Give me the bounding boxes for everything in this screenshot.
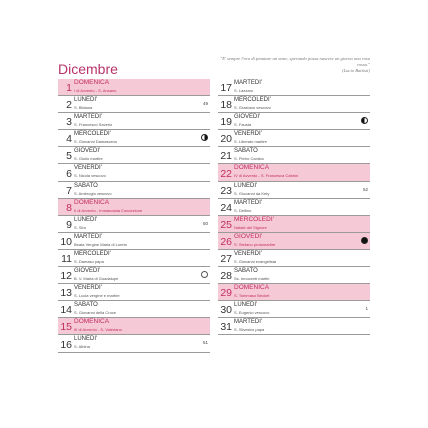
moon-phase-first-icon xyxy=(201,134,208,141)
saint-name: S. Giovanni da Kety xyxy=(234,190,270,196)
weekday-name: MERCOLEDI' xyxy=(234,97,271,104)
weekday-name: DOMENICA xyxy=(234,164,270,172)
saint-name: S. Tommaso Becket xyxy=(234,293,270,299)
weekday-name: LUNEDI' xyxy=(234,302,258,309)
weekday-name: GIOVEDI' xyxy=(74,148,101,155)
day-number: 4 xyxy=(66,133,72,146)
day-row xyxy=(218,233,370,250)
weekday-name: SABATO xyxy=(74,182,98,189)
saint-name: S. Lucia vergine e martire xyxy=(74,293,120,299)
weekday-name: GIOVEDI' xyxy=(234,232,263,240)
weekday-name: MARTEDI' xyxy=(74,114,103,121)
day-number: 19 xyxy=(220,116,232,129)
weekday-name: SABATO xyxy=(234,268,258,275)
quote-text: "E' sempre l'ora di piantare un seme, sperando possa nascere un giorno una rosa rossa." xyxy=(220,56,370,67)
saint-name: S. Bibiana xyxy=(74,105,93,111)
day-row xyxy=(218,267,370,284)
day-row xyxy=(218,284,370,301)
weekday-name: LUNEDI' xyxy=(234,182,258,189)
day-number: 30 xyxy=(220,304,232,317)
saint-name: S. Pietro Canisio xyxy=(234,156,264,162)
moon-phase-full-icon xyxy=(201,271,208,278)
weekday-name: MARTEDI' xyxy=(234,199,263,206)
day-row xyxy=(218,79,370,96)
day-number: 20 xyxy=(220,133,232,146)
day-number: 3 xyxy=(66,116,72,129)
day-row xyxy=(218,113,370,130)
week-number: 49 xyxy=(202,101,208,107)
month-title: Dicembre xyxy=(58,61,118,77)
day-row xyxy=(58,96,210,113)
week-number: 51 xyxy=(202,340,208,346)
day-row xyxy=(58,113,210,130)
weekday-name: LUNEDI' xyxy=(74,216,98,223)
saint-name: S. Stefano protomartire xyxy=(234,241,276,247)
saint-name: I di Avvento - S. Ansano xyxy=(74,88,117,93)
weekday-name: LUNEDI' xyxy=(74,97,98,104)
weekday-name: GIOVEDI' xyxy=(234,114,261,121)
weekday-name: DOMENICA xyxy=(234,284,270,292)
day-number: 10 xyxy=(60,235,72,248)
day-row xyxy=(58,318,210,335)
weekday-name: VENERDI' xyxy=(234,131,262,138)
day-row xyxy=(58,199,210,216)
saint-name: S. Giovanni della Croce xyxy=(74,310,117,316)
weekday-name: GIOVEDI' xyxy=(74,268,101,275)
day-row xyxy=(218,130,370,147)
day-row xyxy=(58,182,210,199)
weekday-name: VENERDI' xyxy=(74,165,102,172)
day-row xyxy=(58,164,210,181)
weekday-name: DOMENICA xyxy=(74,79,110,86)
day-row xyxy=(58,233,210,250)
day-number: 13 xyxy=(60,287,72,300)
saint-name: B. V. Maria di Guadalupe xyxy=(74,276,119,282)
day-number: 5 xyxy=(66,150,72,163)
day-row xyxy=(218,96,370,113)
day-number: 28 xyxy=(220,270,232,283)
day-row xyxy=(58,147,210,164)
saint-name: S. Giovanni Damasceno xyxy=(74,139,118,145)
week-number: 50 xyxy=(202,220,208,226)
day-row xyxy=(58,79,210,96)
day-number: 17 xyxy=(220,82,232,95)
day-row xyxy=(58,284,210,301)
day-row xyxy=(58,267,210,284)
weekday-name: DOMENICA xyxy=(74,318,110,326)
saint-name: III di Avvento - S. Valeriano xyxy=(74,327,122,333)
week-number: 52 xyxy=(362,186,368,192)
weekday-name: VENERDI' xyxy=(234,250,262,257)
day-number: 7 xyxy=(66,184,72,197)
saint-name: Beata Vergine Maria di Loreto xyxy=(74,241,127,247)
day-row xyxy=(218,147,370,164)
day-number: 6 xyxy=(66,167,72,180)
day-row xyxy=(218,164,370,181)
day-row xyxy=(218,318,370,335)
day-row xyxy=(218,182,370,199)
quote xyxy=(220,56,370,74)
saint-name: Natale del Signore xyxy=(234,224,267,230)
day-row xyxy=(218,216,370,233)
day-number: 11 xyxy=(61,253,72,266)
weekday-name: MERCOLEDI' xyxy=(74,131,111,138)
day-row xyxy=(58,301,210,318)
saint-name: IV di Avvento - S. Francesca Cabrini xyxy=(234,173,299,179)
weekday-name: LUNEDI' xyxy=(74,336,98,343)
saint-name: Ss. Innocenti martiri xyxy=(234,276,270,282)
day-number: 26 xyxy=(220,235,232,248)
saint-name: S. Albina xyxy=(74,344,90,350)
saint-name: S. Eugenio vescovo xyxy=(234,310,270,316)
week-number: 1 xyxy=(365,306,368,312)
weekday-name: MARTEDI' xyxy=(74,233,103,240)
saint-name: S. Liberato martire xyxy=(234,139,267,145)
day-number: 18 xyxy=(220,99,232,112)
day-row xyxy=(58,250,210,267)
weekday-name: MARTEDI' xyxy=(234,80,263,86)
day-number: 25 xyxy=(220,218,232,231)
weekday-name: MERCOLEDI' xyxy=(234,215,274,223)
day-number: 16 xyxy=(60,338,72,351)
day-number: 8 xyxy=(66,201,72,214)
day-number: 1 xyxy=(66,82,72,95)
day-number: 29 xyxy=(220,287,232,300)
saint-name: S. Giovanni evangelista xyxy=(234,258,277,264)
saint-name: S. Fausta xyxy=(234,122,252,128)
day-row xyxy=(58,216,210,233)
day-row xyxy=(218,199,370,216)
moon-phase-last-icon xyxy=(361,117,368,124)
weekday-name: MERCOLEDI' xyxy=(74,250,111,257)
day-number: 21 xyxy=(220,150,232,163)
saint-name: S. Francesco Saverio xyxy=(74,122,113,128)
saint-name: S. Silvestro papa xyxy=(234,327,265,333)
day-row xyxy=(218,301,370,318)
weekday-name: SABATO xyxy=(234,148,258,155)
day-row xyxy=(218,250,370,267)
weekday-name: DOMENICA xyxy=(74,198,110,206)
saint-name: S. Siro xyxy=(74,224,87,230)
saint-name: S. Nicola vescovo xyxy=(74,173,106,179)
day-number: 24 xyxy=(220,201,232,214)
calendar-column-left xyxy=(58,79,210,353)
day-number: 31 xyxy=(220,321,232,334)
saint-name: S. Ambrogio vescovo xyxy=(74,190,112,196)
quote-author: (Lucio Battisti) xyxy=(342,68,370,73)
saint-name: S. Giulio martire xyxy=(74,156,103,162)
weekday-name: VENERDI' xyxy=(74,285,102,292)
day-number: 12 xyxy=(60,270,72,283)
moon-phase-new-icon xyxy=(361,237,368,244)
weekday-name: SABATO xyxy=(74,302,98,309)
day-number: 14 xyxy=(60,304,72,317)
saint-name: II di Avvento - Immacolata Concezione xyxy=(74,207,143,213)
day-number: 27 xyxy=(220,253,232,266)
calendar-column-right xyxy=(218,79,370,335)
day-number: 23 xyxy=(220,184,232,197)
day-number: 22 xyxy=(220,167,232,180)
saint-name: S. Damaso papa xyxy=(74,258,104,264)
day-row xyxy=(58,130,210,147)
saint-name: S. Delfino xyxy=(234,207,252,213)
day-row xyxy=(58,335,210,352)
weekday-name: MARTEDI' xyxy=(234,319,263,326)
day-number: 2 xyxy=(66,99,72,112)
saint-name: S. Graziano vescovo xyxy=(234,105,271,111)
saint-name: S. Lazzaro xyxy=(234,88,254,93)
day-number: 15 xyxy=(60,321,72,334)
day-number: 9 xyxy=(66,218,72,231)
